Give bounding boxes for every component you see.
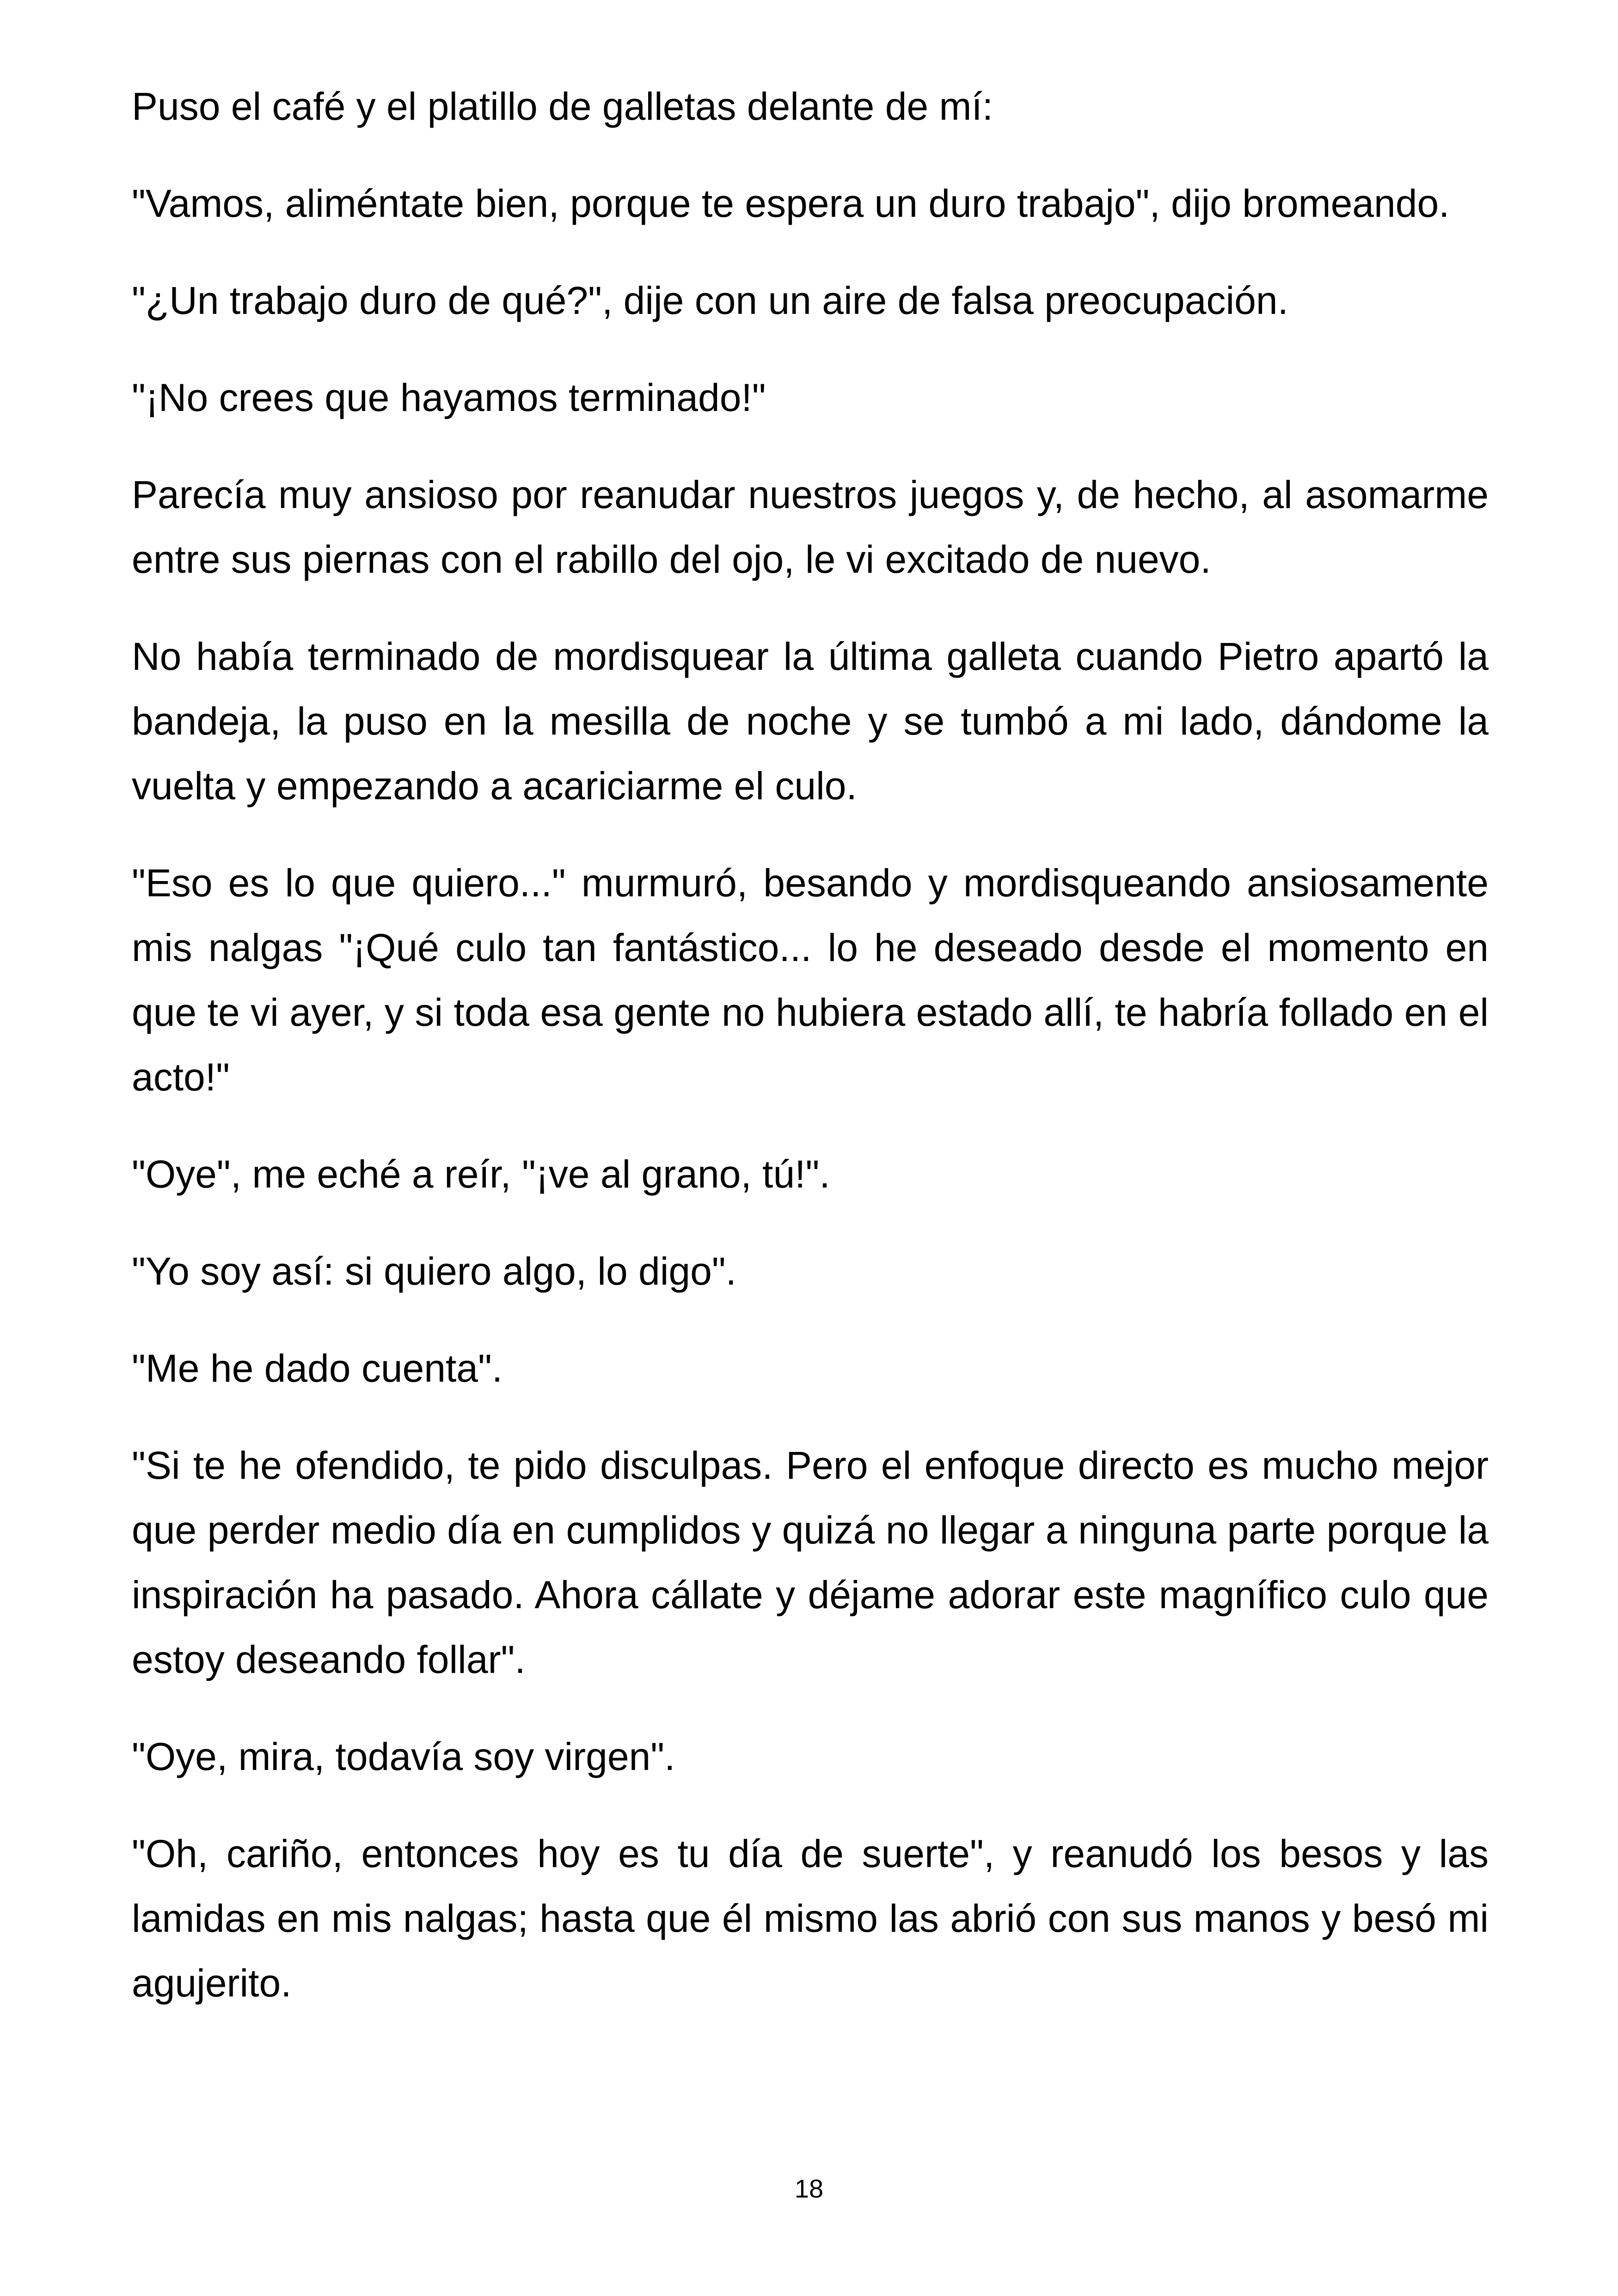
paragraph-4: "¡No crees que hayamos terminado!" xyxy=(132,376,766,419)
body-text xyxy=(132,74,1489,2048)
paragraph-5: Parecía muy ansioso por reanudar nuestros juegos y, de hecho, al asomarme entre sus piernas con el rabillo del ojo, le vi excitado de nuevo. xyxy=(132,473,1489,581)
paragraph-6: No había terminado de mordisquear la última galleta cuando Pietro apartó la bandeja, la puso en la mesilla de noche y se tumbó a mi lado, dándome la vuelta y empezando a acariciarme el culo. xyxy=(132,635,1489,808)
paragraph-12: "Oye, mira, todavía soy virgen". xyxy=(132,1735,675,1778)
paragraph-7: "Eso es lo que quiero..." murmuró, besando y mordisqueando ansiosamente mis nalgas "¡Qué culo tan fantástico... lo he deseado desde el momento en que te vi ayer, y si toda esa gente no hubiera estado allí, te habría follado en el acto!" xyxy=(132,861,1489,1099)
paragraph-8: "Oye", me eché a reír, "¡ve al grano, tú!". xyxy=(132,1152,830,1196)
paragraph-9: "Yo soy así: si quiero algo, lo digo". xyxy=(132,1249,736,1293)
paragraph-10: "Me he dado cuenta". xyxy=(132,1347,503,1390)
paragraph-3: "¿Un trabajo duro de qué?", dije con un aire de falsa preocupación. xyxy=(132,279,1288,322)
page-number: 18 xyxy=(794,2174,824,2203)
paragraph-13: "Oh, cariño, entonces hoy es tu día de suerte", y reanudó los besos y las lamidas en mis nalgas; hasta que él mismo las abrió con sus manos y besó mi agujerito. xyxy=(132,1832,1489,2005)
paragraph-2: "Vamos, aliméntate bien, porque te espera un duro trabajo", dijo bromeando. xyxy=(132,182,1450,225)
paragraph-11: "Si te he ofendido, te pido disculpas. Pero el enfoque directo es mucho mejor que perder medio día en cumplidos y quizá no llegar a ninguna parte porque la inspiración ha pasado. Ahora cállate y déjame adorar este magnífico culo que estoy deseando follar". xyxy=(132,1444,1489,1681)
paragraph-1: Puso el café y el platillo de galletas delante de mí: xyxy=(132,85,993,128)
